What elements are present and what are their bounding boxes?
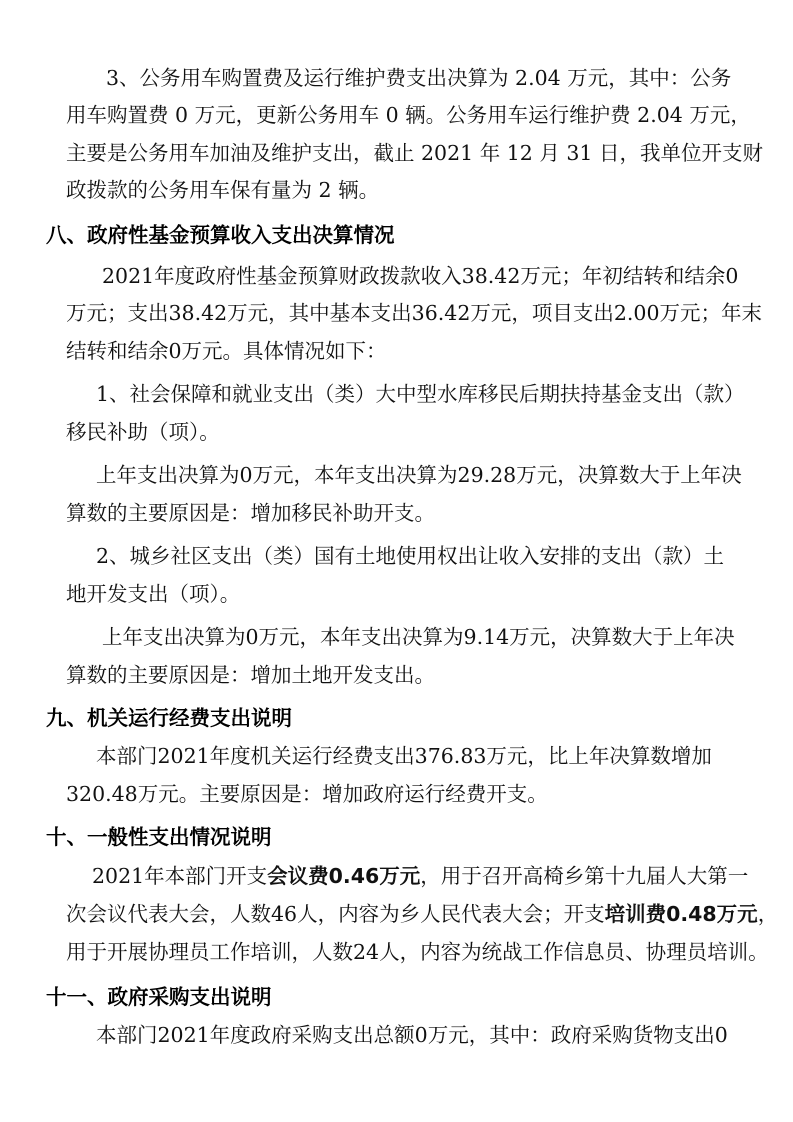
paragraph-line: 万元；支出38.42万元，其中基本支出36.42万元，项目支出2.00万元；年末 bbox=[66, 301, 763, 325]
paragraph-line: 主要是公务用车加油及维护支出，截止 2021 年 12 月 31 日，我单位开支财 bbox=[66, 141, 763, 165]
paragraph-line: 地开发支出（项）。 bbox=[66, 582, 241, 606]
paragraph-line: 上年支出决算为0万元，本年支出决算为9.14万元，决算数大于上年决 bbox=[102, 625, 735, 649]
bold-text-run: 培训费0.48万元 bbox=[604, 902, 758, 926]
paragraph-line: 用车购置费 0 万元，更新公务用车 0 辆。公务用车运行维护费 2.04 万元， bbox=[66, 103, 751, 127]
paragraph-line bbox=[66, 900, 778, 928]
paragraph-line: 本部门2021年度政府采购支出总额0万元，其中：政府采购货物支出0 bbox=[96, 1023, 728, 1047]
paragraph-line bbox=[92, 862, 748, 890]
section-heading: 八、政府性基金预算收入支出决算情况 bbox=[46, 223, 395, 247]
paragraph-line: 320.48万元。主要原因是：增加政府运行经费开支。 bbox=[66, 782, 548, 806]
section-heading: 十一、政府采购支出说明 bbox=[46, 985, 272, 1009]
text-run: ，用于召开高椅乡第十九届人大第一 bbox=[420, 864, 749, 888]
section-heading: 九、机关运行经费支出说明 bbox=[46, 706, 292, 730]
paragraph-line: 移民补助（项）。 bbox=[66, 420, 220, 444]
paragraph-line: 政拨款的公务用车保有量为 2 辆。 bbox=[66, 178, 380, 202]
paragraph-line: 1、社会保障和就业支出（类）大中型水库移民后期扶持基金支出（款） bbox=[96, 382, 745, 406]
text-run: 2021年本部门开支 bbox=[92, 864, 268, 888]
paragraph-line: 本部门2021年度机关运行经费支出376.83万元，比上年决算数增加 bbox=[96, 744, 712, 768]
paragraph-line: 2021年度政府性基金预算财政拨款收入38.42万元；年初结转和结余0 bbox=[102, 264, 739, 288]
paragraph-line: 2、城乡社区支出（类）国有土地使用权出让收入安排的支出（款）土 bbox=[96, 544, 725, 568]
text-run: ， bbox=[757, 902, 779, 926]
paragraph-line: 上年支出决算为0万元，本年支出决算为29.28万元，决算数大于上年决 bbox=[96, 463, 742, 487]
paragraph-line: 算数的主要原因是：增加土地开发支出。 bbox=[66, 663, 435, 687]
section-heading: 十、一般性支出情况说明 bbox=[46, 825, 272, 849]
paragraph-line: 3、公务用车购置费及运行维护费支出决算为 2.04 万元，其中：公务 bbox=[106, 66, 732, 90]
text-run: 次会议代表大会，人数46人，内容为乡人民代表大会；开支 bbox=[66, 902, 605, 926]
paragraph-line: 用于开展协理员工作培训，人数24人，内容为统战工作信息员、协理员培训。 bbox=[66, 940, 769, 964]
bold-text-run: 会议费0.46万元 bbox=[267, 864, 421, 888]
paragraph-line: 算数的主要原因是：增加移民补助开支。 bbox=[66, 501, 435, 525]
paragraph-line: 结转和结余0万元。具体情况如下： bbox=[66, 339, 387, 363]
